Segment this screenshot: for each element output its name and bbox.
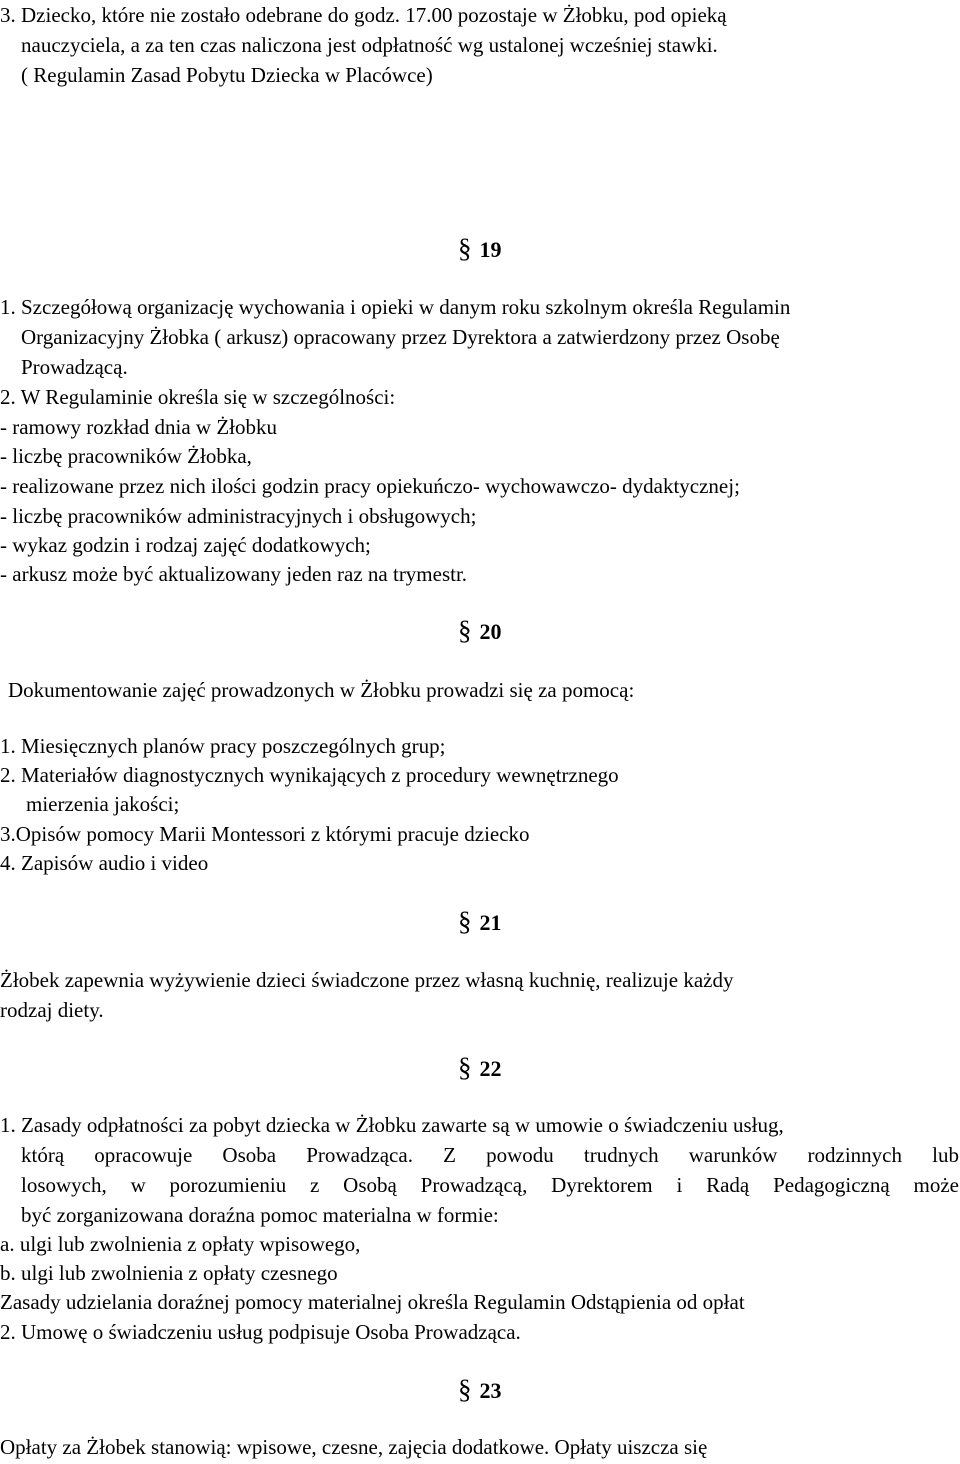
s22-paragraph-1-line-3: losowych, w porozumieniu z Osobą Prowadzącą, Dyrektorem i Radą Pedagogiczną może [21,1173,959,1197]
s22-rule: Zasady udzielania doraźnej pomocy materialnej określa Regulamin Odstąpienia od opłat [0,1290,745,1314]
section-23-heading [458,1375,502,1405]
s19-paragraph-1-line-2: Organizacyjny Żłobka ( arkusz) opracowany przez Dyrektora a zatwierdzony przez Osobę [21,325,780,349]
section-number: 21 [479,910,502,935]
s20-list-item-2-line-2: mierzenia jakości; [26,792,180,816]
s21-line-2: rodzaj diety. [0,998,104,1022]
s19-list-item: - liczbę pracowników administracyjnych i obsługowych; [0,504,477,528]
s20-intro: Dokumentowanie zajęć prowadzonych w Żłobku prowadzi się za pomocą: [8,678,635,702]
s19-list-item: - realizowane przez nich ilości godzin pracy opiekuńczo- wychowawczo- dydaktycznej; [0,474,740,498]
s22-option-b: b. ulgi lub zwolnienia z opłaty czesnego [0,1261,338,1285]
paragraph-3-line-1: 3. Dziecko, które nie zostało odebrane do godz. 17.00 pozostaje w Żłobku, pod opieką [0,3,727,27]
section-symbol: § [458,1374,472,1404]
s20-list-item-4: 4. Zapisów audio i video [0,851,209,875]
section-number: 22 [479,1056,502,1081]
section-symbol: § [458,233,472,263]
section-20-heading [458,616,502,646]
s22-paragraph-2: 2. Umowę o świadczeniu usług podpisuje Osoba Prowadząca. [0,1320,521,1344]
paragraph-3-line-2: nauczyciela, a za ten czas naliczona jest odpłatność wg ustalonej wcześniej stawki. [21,33,718,57]
section-22-heading [458,1053,502,1083]
s19-paragraph-2: 2. W Regulaminie określa się w szczególności: [0,385,396,409]
s19-paragraph-1-line-1: 1. Szczegółową organizację wychowania i opieki w danym roku szkolnym określa Regulamin [0,295,791,319]
section-number: 23 [479,1378,502,1403]
s19-paragraph-1-line-3: Prowadzącą. [21,355,128,379]
s22-paragraph-1-line-1: 1. Zasady odpłatności za pobyt dziecka w Żłobku zawarte są w umowie o świadczeniu usług, [0,1113,784,1137]
s23-line-1: Opłaty za Żłobek stanowią: wpisowe, czesne, zajęcia dodatkowe. Opłaty uiszcza się [0,1435,708,1459]
s22-option-a: a. ulgi lub zwolnienia z opłaty wpisowego, [0,1232,361,1256]
s21-line-1: Żłobek zapewnia wyżywienie dzieci świadczone przez własną kuchnię, realizuje każdy [0,968,734,992]
section-symbol: § [458,1052,472,1082]
section-number: 19 [479,237,502,262]
section-21-heading [458,907,502,937]
section-symbol: § [458,615,472,645]
s19-list-item: - liczbę pracowników Żłobka, [0,444,252,468]
paragraph-3-line-3: ( Regulamin Zasad Pobytu Dziecka w Placówce) [21,63,433,87]
s20-list-item-1: 1. Miesięcznych planów pracy poszczególnych grup; [0,734,446,758]
s20-list-item-2-line-1: 2. Materiałów diagnostycznych wynikających z procedury wewnętrznego [0,763,619,787]
s19-list-item: - ramowy rozkład dnia w Żłobku [0,415,278,439]
section-number: 20 [479,619,502,644]
s19-list-item: - arkusz może być aktualizowany jeden raz na trymestr. [0,562,468,586]
s22-paragraph-1-line-2: którą opracowuje Osoba Prowadząca. Z powodu trudnych warunków rodzinnych lub [21,1143,959,1167]
s19-list-item: - wykaz godzin i rodzaj zajęć dodatkowych; [0,533,371,557]
s22-paragraph-1-line-4: być zorganizowana doraźna pomoc materialna w formie: [21,1203,499,1227]
section-19-heading [458,234,502,264]
s20-list-item-3: 3.Opisów pomocy Marii Montessori z którymi pracuje dziecko [0,822,530,846]
section-symbol: § [458,906,472,936]
